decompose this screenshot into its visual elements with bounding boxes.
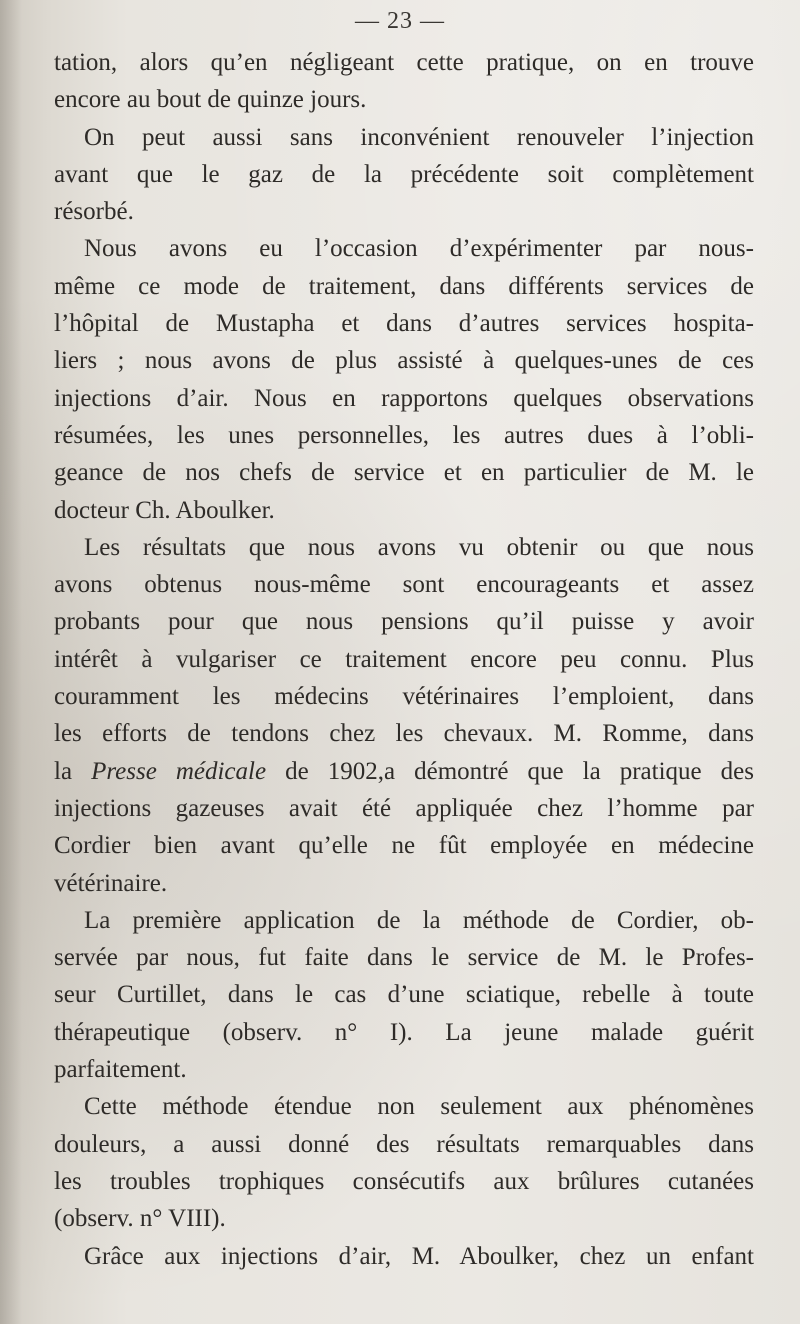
text-line: geance de nos chefs de service et en particulier de M. le bbox=[54, 459, 754, 487]
text-line: couramment les médecins vétérinaires l’emploient, dans bbox=[54, 683, 754, 711]
text-line: avons obtenus nous-même sont encourageants et assez bbox=[54, 571, 754, 599]
text-segment: de 1902,a démontré que la pratique des bbox=[266, 757, 754, 785]
text-line: parfaitement. bbox=[54, 1056, 187, 1084]
text-line: même ce mode de traitement, dans différents services de bbox=[54, 272, 754, 300]
body-text bbox=[54, 44, 754, 1275]
page-number: — 23 — bbox=[355, 8, 445, 34]
text-line: les troubles trophiques consécutifs aux brûlures cutanées bbox=[54, 1167, 754, 1195]
text-line: tation, alors qu’en négligeant cette pratique, on en trouve bbox=[54, 49, 754, 76]
text-line: l’hôpital de Mustapha et dans d’autres services hospita- bbox=[54, 310, 754, 338]
text-line bbox=[54, 753, 754, 790]
text-line: les efforts de tendons chez les chevaux. M. Romme, dans bbox=[54, 720, 754, 748]
text-line: On peut aussi sans inconvénient renouveler l’injection bbox=[84, 123, 754, 151]
text-line: Les résultats que nous avons vu obtenir ou que nous bbox=[84, 533, 754, 561]
text-line: Cordier bien avant qu’elle ne fût employée en médecine bbox=[54, 832, 754, 860]
italic-title: Presse médicale bbox=[91, 757, 267, 785]
text-line: Grâce aux injections d’air, M. Aboulker, chez un enfant bbox=[84, 1242, 754, 1270]
text-line: avant que le gaz de la précédente soit complètement bbox=[54, 160, 754, 188]
text-line: Nous avons eu l’occasion d’expérimenter par nous- bbox=[84, 235, 754, 263]
text-segment: la bbox=[54, 757, 92, 785]
text-line: résumées, les unes personnelles, les autres dues à l’obli- bbox=[54, 421, 754, 449]
text-line: injections d’air. Nous en rapportons quelques observations bbox=[54, 384, 754, 412]
text-line: vétérinaire. bbox=[54, 869, 168, 897]
text-line: douleurs, a aussi donné des résultats remarquables dans bbox=[54, 1130, 754, 1158]
text-line: probants pour que nous pensions qu’il puisse y avoir bbox=[54, 608, 754, 636]
text-line: encore au bout de quinze jours. bbox=[54, 86, 367, 114]
text-line: injections gazeuses avait été appliquée chez l’homme par bbox=[54, 794, 754, 822]
text-line: Cette méthode étendue non seulement aux phénomènes bbox=[84, 1093, 754, 1121]
text-line: seur Curtillet, dans le cas d’une sciatique, rebelle à toute bbox=[54, 981, 754, 1009]
page-spine-shadow bbox=[0, 0, 22, 1324]
text-line: thérapeutique (observ. n° I). La jeune malade guérit bbox=[54, 1018, 754, 1046]
text-line: (observ. n° VIII). bbox=[54, 1205, 226, 1233]
text-line: docteur Ch. Aboulker. bbox=[54, 496, 275, 524]
text-line: intérêt à vulgariser ce traitement encore peu connu. Plus bbox=[54, 645, 754, 673]
text-line: résorbé. bbox=[54, 198, 134, 226]
text-line: La première application de la méthode de Cordier, ob- bbox=[84, 906, 754, 934]
text-line: liers ; nous avons de plus assisté à quelques-unes de ces bbox=[54, 347, 754, 375]
text-line: servée par nous, fut faite dans le service de M. le Profes- bbox=[54, 944, 754, 972]
